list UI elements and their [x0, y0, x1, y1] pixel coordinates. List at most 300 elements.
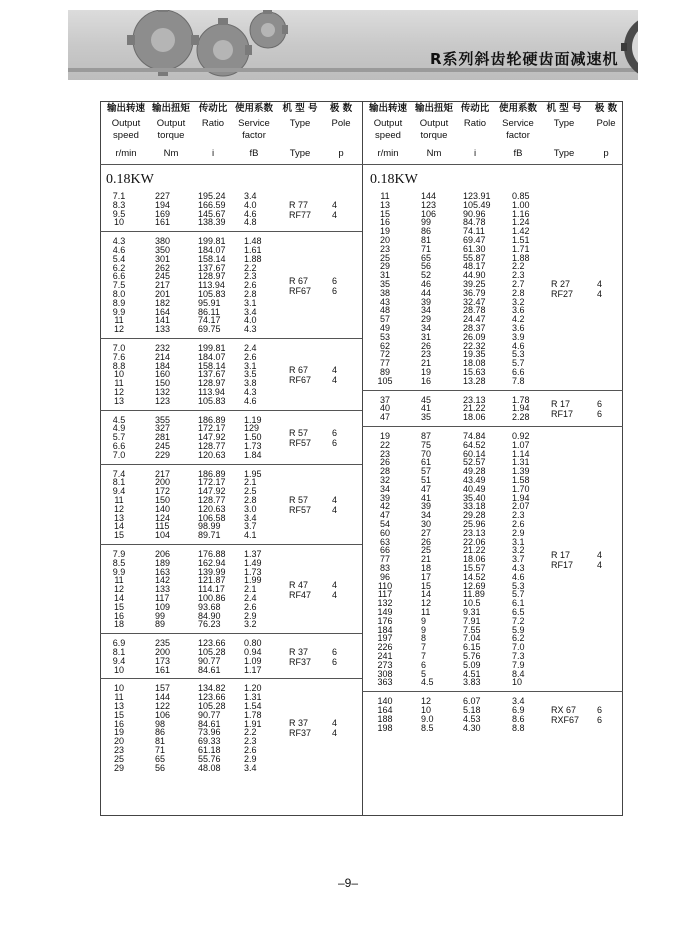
factor-cell: 1.51: [512, 234, 530, 245]
speed-cell: 8.8: [112, 360, 126, 371]
factor-cell: 3.4: [244, 306, 257, 317]
speed-cell: 47: [379, 412, 390, 423]
factor-cell: 4.3: [244, 386, 257, 397]
header-cn: 输出扭矩: [414, 103, 453, 114]
ratio-cell: 5.09: [463, 659, 481, 670]
header-cn: 传动比: [460, 103, 490, 114]
left-torque-column: [155, 470, 185, 540]
pole-cell: 6: [332, 285, 338, 296]
speed-cell: 37: [379, 394, 390, 405]
ratio-cell: 84.61: [198, 664, 221, 675]
type-cell: R 67: [289, 275, 309, 286]
pole-cell: 4: [332, 209, 338, 220]
torque-cell: 144: [421, 191, 437, 201]
speed-cell: 11: [380, 191, 390, 201]
pole-cell: 4: [332, 199, 338, 210]
ratio-cell: 172.17: [198, 423, 226, 434]
factor-cell: 3.9: [512, 331, 525, 342]
torque-cell: 227: [155, 191, 171, 201]
speed-cell: 7.0: [112, 343, 126, 353]
factor-cell: 1.99: [244, 575, 262, 586]
torque-cell: 65: [155, 753, 166, 764]
speed-cell: 23: [113, 744, 124, 755]
ratio-cell: 95.91: [198, 297, 221, 308]
right-group-separator: [362, 426, 623, 427]
speed-cell: 19: [379, 431, 390, 441]
torque-cell: 27: [421, 527, 432, 538]
ratio-cell: 5.18: [463, 704, 481, 715]
ratio-cell: 28.78: [463, 305, 486, 316]
factor-cell: 2.2: [244, 262, 257, 273]
left-ratio-column: [198, 639, 238, 674]
speed-cell: 16: [113, 718, 124, 729]
torque-cell: 16: [421, 375, 432, 386]
ratio-cell: 74.11: [463, 226, 485, 237]
torque-cell: 157: [155, 683, 171, 694]
left-type-label: [289, 276, 311, 296]
ratio-cell: 134.82: [198, 683, 226, 694]
left-ratio-column: [198, 684, 238, 772]
speed-cell: 4.9: [112, 423, 126, 434]
ratio-cell: 4.30: [463, 722, 481, 733]
ratio-cell: 90.77: [198, 709, 221, 720]
ratio-cell: 158.14: [198, 253, 226, 264]
factor-cell: 1.00: [512, 199, 530, 210]
speed-cell: 9.4: [112, 655, 126, 666]
torque-cell: 89: [155, 619, 166, 630]
pole-cell: 4: [332, 579, 338, 590]
factor-cell: 2.6: [244, 280, 257, 291]
speed-cell: 10: [113, 369, 124, 380]
ratio-cell: 86.11: [198, 306, 220, 317]
torque-cell: 232: [155, 343, 171, 353]
torque-cell: 106: [421, 208, 437, 219]
left-speed-column: [106, 237, 132, 334]
right-group-separator: [362, 691, 623, 692]
ratio-cell: 195.24: [198, 191, 226, 201]
header-cn: 输出转速: [368, 103, 407, 114]
type-cell: RF37: [289, 728, 312, 739]
factor-cell: 4.6: [244, 395, 257, 406]
left-ratio-column: [198, 550, 238, 629]
header-en: Output speed: [111, 118, 141, 141]
type-cell: RF17: [551, 559, 574, 570]
left-header-2: [194, 103, 232, 163]
header-cn: 使用系数: [498, 103, 537, 114]
ratio-cell: 105.49: [463, 199, 491, 210]
ratio-cell: 39.25: [463, 278, 486, 289]
speed-cell: 176: [377, 615, 393, 626]
factor-cell: 3.4: [244, 762, 257, 773]
torque-cell: 150: [155, 494, 171, 505]
speed-cell: 140: [377, 696, 393, 707]
pole-cell: 4: [597, 278, 603, 289]
ratio-cell: 93.68: [198, 601, 221, 612]
right-header-0: [366, 103, 410, 163]
left-ratio-column: [198, 192, 238, 227]
torque-cell: 5: [421, 668, 427, 679]
factor-cell: 1.70: [512, 483, 530, 494]
left-speed-column: [106, 470, 132, 540]
speed-cell: 77: [379, 554, 390, 565]
type-cell: R 17: [551, 549, 571, 560]
ratio-cell: 199.81: [198, 236, 226, 247]
power-rating-left: 0.18KW: [106, 172, 154, 187]
pole-cell: 6: [332, 427, 338, 438]
torque-cell: 12: [421, 598, 432, 609]
gearbox-motor-icon: [616, 13, 638, 80]
speed-cell: 8.0: [112, 288, 126, 299]
torque-cell: 350: [155, 244, 171, 255]
header-separator: [100, 164, 623, 165]
speed-cell: 12: [113, 324, 124, 335]
right-speed-column: [372, 432, 398, 687]
torque-cell: 163: [155, 566, 171, 577]
ratio-cell: 13.28: [463, 375, 486, 386]
header-cn: 传动比: [198, 103, 228, 114]
speed-cell: 198: [377, 722, 393, 733]
ratio-cell: 147.92: [198, 432, 226, 443]
left-torque-column: [155, 684, 185, 772]
torque-cell: 150: [155, 378, 171, 389]
speed-cell: 105: [377, 375, 393, 386]
speed-cell: 7.5: [112, 280, 126, 291]
speed-cell: 8.1: [112, 477, 126, 488]
torque-cell: 9: [421, 615, 427, 626]
header-cn: 极 数: [329, 103, 353, 114]
factor-cell: 6.6: [512, 366, 525, 377]
ratio-cell: 48.17: [463, 261, 486, 272]
ratio-cell: 11.89: [463, 589, 485, 600]
speed-cell: 6.9: [112, 638, 126, 649]
speed-cell: 48: [379, 305, 390, 316]
factor-cell: 1.31: [244, 692, 262, 703]
ratio-cell: 84.78: [463, 217, 486, 228]
type-cell: RF47: [289, 589, 312, 600]
left-type-label: [289, 495, 311, 515]
speed-cell: 11: [114, 692, 124, 703]
speed-cell: 14: [113, 521, 124, 532]
torque-cell: 87: [421, 431, 432, 441]
speed-cell: 39: [379, 492, 390, 503]
speed-cell: 25: [379, 252, 390, 263]
torque-cell: 206: [155, 549, 171, 559]
right-speed-column: [372, 697, 398, 732]
ratio-cell: 176.88: [198, 549, 226, 559]
type-cell: RF67: [289, 374, 312, 385]
speed-cell: 14: [113, 592, 124, 603]
left-ratio-column: [198, 470, 238, 540]
ratio-cell: 172.17: [198, 477, 226, 488]
ratio-cell: 6.15: [463, 642, 481, 653]
factor-cell: 2.5: [244, 486, 257, 497]
torque-cell: 8: [421, 633, 427, 644]
ratio-cell: 84.90: [198, 610, 221, 621]
left-factor-column: [244, 237, 274, 334]
ratio-cell: 15.57: [463, 562, 486, 573]
ratio-cell: 84.61: [198, 718, 221, 729]
torque-cell: 99: [421, 217, 432, 228]
header-en: Output torque: [419, 118, 449, 141]
torque-cell: 200: [155, 646, 171, 657]
right-ratio-column: [463, 396, 503, 422]
speed-cell: 110: [377, 580, 393, 591]
torque-cell: 245: [155, 271, 171, 282]
torque-cell: 56: [155, 762, 166, 773]
type-cell: RX 67: [551, 704, 577, 715]
factor-cell: 1.71: [512, 243, 530, 254]
factor-cell: 2.3: [512, 270, 525, 281]
factor-cell: 1.95: [244, 468, 262, 479]
left-torque-column: [155, 416, 185, 460]
speed-cell: 15: [113, 601, 124, 612]
left-pole-label: [332, 647, 337, 667]
left-pole-label: [332, 580, 337, 600]
right-header-1: [414, 103, 454, 163]
left-torque-column: [155, 639, 185, 674]
factor-cell: 2.1: [244, 584, 257, 595]
factor-cell: 7.0: [512, 642, 525, 653]
factor-cell: 7.8: [512, 375, 525, 386]
factor-cell: 10: [512, 677, 523, 688]
ratio-cell: 61.18: [198, 744, 221, 755]
speed-cell: 4.3: [112, 236, 126, 247]
left-factor-column: [244, 550, 274, 629]
torque-cell: 189: [155, 557, 171, 568]
factor-cell: 1.54: [244, 700, 262, 711]
torque-cell: 21: [421, 554, 432, 565]
left-torque-column: [155, 237, 185, 334]
ratio-cell: 137.67: [198, 262, 226, 273]
type-cell: RF37: [289, 656, 312, 667]
factor-cell: 8.8: [512, 722, 525, 733]
factor-cell: 2.2: [244, 727, 257, 738]
left-group-separator: [100, 410, 362, 411]
type-cell: RF57: [289, 437, 312, 448]
factor-cell: 1.17: [244, 664, 262, 675]
factor-cell: 3.2: [512, 296, 525, 307]
speed-cell: 22: [379, 439, 390, 450]
torque-cell: 86: [421, 226, 432, 237]
factor-cell: 7.3: [512, 650, 525, 661]
torque-cell: 301: [155, 253, 171, 264]
speed-cell: 16: [379, 217, 390, 228]
torque-cell: 15: [421, 580, 432, 591]
torque-cell: 34: [421, 322, 432, 333]
factor-cell: 2.9: [244, 753, 257, 764]
speed-cell: 13: [113, 700, 124, 711]
pole-cell: 6: [332, 646, 338, 657]
torque-cell: 9: [421, 624, 427, 635]
header-unit: i: [211, 148, 215, 159]
factor-cell: 5.7: [512, 358, 525, 369]
ratio-cell: 3.83: [463, 677, 481, 688]
right-header-4: [541, 103, 587, 163]
ratio-cell: 21.22: [463, 403, 486, 414]
ratio-cell: 69.47: [463, 234, 486, 245]
ratio-cell: 6.07: [463, 696, 481, 707]
speed-cell: 164: [377, 704, 393, 715]
ratio-cell: 100.86: [198, 592, 226, 603]
ratio-cell: 114.17: [198, 584, 225, 595]
torque-cell: 21: [421, 358, 432, 369]
header-en: Output speed: [373, 118, 403, 141]
right-header-5: [590, 103, 622, 163]
ratio-cell: 186.89: [198, 414, 226, 425]
factor-cell: 0.80: [244, 638, 262, 649]
right-pole-label: [597, 705, 602, 725]
factor-cell: 1.20: [244, 683, 262, 694]
torque-cell: 19: [421, 366, 432, 377]
torque-cell: 133: [155, 324, 171, 335]
speed-cell: 53: [379, 331, 390, 342]
ratio-cell: 123.66: [198, 638, 226, 649]
factor-cell: 2.3: [244, 271, 257, 282]
ratio-cell: 22.32: [463, 340, 486, 351]
ratio-cell: 9.31: [463, 606, 481, 617]
ratio-cell: 40.49: [463, 483, 486, 494]
factor-cell: 4.6: [512, 340, 525, 351]
speed-cell: 19: [113, 727, 124, 738]
pole-cell: 4: [332, 374, 338, 385]
right-group-separator: [362, 390, 623, 391]
factor-cell: 1.88: [512, 252, 530, 263]
header-cn: 输出扭矩: [151, 103, 190, 114]
factor-cell: 2.6: [244, 744, 257, 755]
ratio-cell: 105.83: [198, 395, 226, 406]
torque-cell: 34: [421, 510, 432, 521]
factor-cell: 4.6: [512, 571, 525, 582]
right-torque-column: [421, 432, 451, 687]
ratio-cell: 49.28: [463, 466, 486, 477]
factor-cell: 3.0: [244, 503, 257, 514]
header-unit: Type: [553, 148, 575, 159]
type-cell: RF57: [289, 504, 312, 515]
ratio-cell: 23.13: [463, 394, 486, 405]
speed-cell: 63: [379, 536, 390, 547]
factor-cell: 1.73: [244, 566, 262, 577]
torque-cell: 41: [421, 403, 432, 414]
header-cn: 机 型 号: [546, 103, 582, 114]
speed-cell: 6.6: [112, 271, 126, 282]
type-cell: RF77: [289, 209, 312, 220]
ratio-cell: 120.63: [198, 503, 226, 514]
right-factor-column: [512, 396, 542, 422]
type-cell: R 77: [289, 199, 309, 210]
left-torque-column: [155, 192, 185, 227]
left-header-3: [232, 103, 276, 163]
ratio-cell: 98.99: [198, 521, 221, 532]
torque-cell: 281: [155, 432, 171, 443]
ratio-cell: 69.33: [198, 736, 221, 747]
left-ratio-column: [198, 237, 238, 334]
page-banner: [68, 10, 638, 80]
left-factor-column: [244, 192, 274, 227]
factor-cell: 3.1: [244, 360, 257, 371]
torque-cell: 7: [421, 650, 427, 661]
factor-cell: 2.9: [512, 527, 525, 538]
ratio-cell: 105.28: [198, 700, 226, 711]
factor-cell: 1.61: [244, 244, 262, 255]
torque-cell: 25: [421, 545, 432, 556]
ratio-cell: 19.35: [463, 349, 486, 360]
speed-cell: 47: [379, 510, 390, 521]
right-pole-label: [597, 550, 602, 570]
speed-cell: 35: [379, 278, 390, 289]
ratio-cell: 123.66: [198, 692, 226, 703]
torque-cell: 194: [155, 199, 171, 210]
right-ratio-column: [463, 192, 503, 386]
speed-cell: 4.6: [112, 244, 126, 255]
speed-cell: 72: [379, 349, 390, 360]
torque-cell: 117: [155, 592, 170, 603]
ratio-cell: 7.91: [463, 615, 481, 626]
ratio-cell: 64.52: [463, 439, 486, 450]
pole-cell: 4: [597, 288, 603, 299]
ratio-cell: 106.58: [198, 512, 226, 523]
pole-cell: 4: [332, 728, 338, 739]
speed-cell: 13: [113, 512, 124, 523]
speed-cell: 49: [379, 322, 390, 333]
left-header-1: [150, 103, 192, 163]
factor-cell: 1.58: [512, 474, 530, 485]
speed-cell: 7.9: [112, 549, 126, 559]
ratio-cell: 22.06: [463, 536, 486, 547]
factor-cell: 5.3: [512, 349, 525, 360]
torque-cell: 10: [421, 704, 432, 715]
right-pole-label: [597, 399, 602, 419]
left-type-label: [289, 365, 311, 385]
header-unit: Type: [289, 148, 311, 159]
speed-cell: 89: [379, 366, 390, 377]
torque-cell: 144: [155, 692, 171, 703]
factor-cell: 2.1: [244, 477, 257, 488]
right-speed-column: [372, 192, 398, 386]
factor-cell: 4.6: [244, 208, 257, 219]
pole-cell: 6: [597, 714, 603, 725]
speed-cell: 12: [113, 584, 124, 595]
torque-cell: 31: [421, 331, 432, 342]
header-en: Service factor: [238, 118, 270, 141]
factor-cell: 4.0: [244, 199, 257, 210]
ratio-cell: 52.57: [463, 457, 486, 468]
factor-cell: 2.4: [244, 343, 257, 353]
speed-cell: 66: [379, 545, 390, 556]
right-torque-column: [421, 396, 451, 422]
factor-cell: 7.2: [512, 615, 525, 626]
header-en: Output torque: [156, 118, 186, 141]
ratio-cell: 14.52: [463, 571, 486, 582]
right-speed-column: [372, 396, 398, 422]
left-speed-column: [106, 416, 132, 460]
factor-cell: 4.3: [512, 562, 525, 573]
torque-cell: 380: [155, 236, 171, 247]
ratio-cell: 55.76: [198, 753, 221, 764]
factor-cell: 1.94: [512, 403, 530, 414]
speed-cell: 15: [113, 530, 124, 541]
torque-cell: 65: [421, 252, 432, 263]
torque-cell: 6: [421, 659, 427, 670]
factor-cell: 1.91: [244, 718, 262, 729]
ratio-cell: 123.91: [463, 191, 491, 201]
left-speed-column: [106, 550, 132, 629]
factor-cell: 2.6: [512, 518, 525, 529]
ratio-cell: 29.28: [463, 510, 486, 521]
speed-cell: 40: [379, 403, 390, 414]
ratio-cell: 21.22: [463, 545, 486, 556]
ratio-cell: 43.49: [463, 474, 486, 485]
speed-cell: 13: [379, 199, 390, 210]
